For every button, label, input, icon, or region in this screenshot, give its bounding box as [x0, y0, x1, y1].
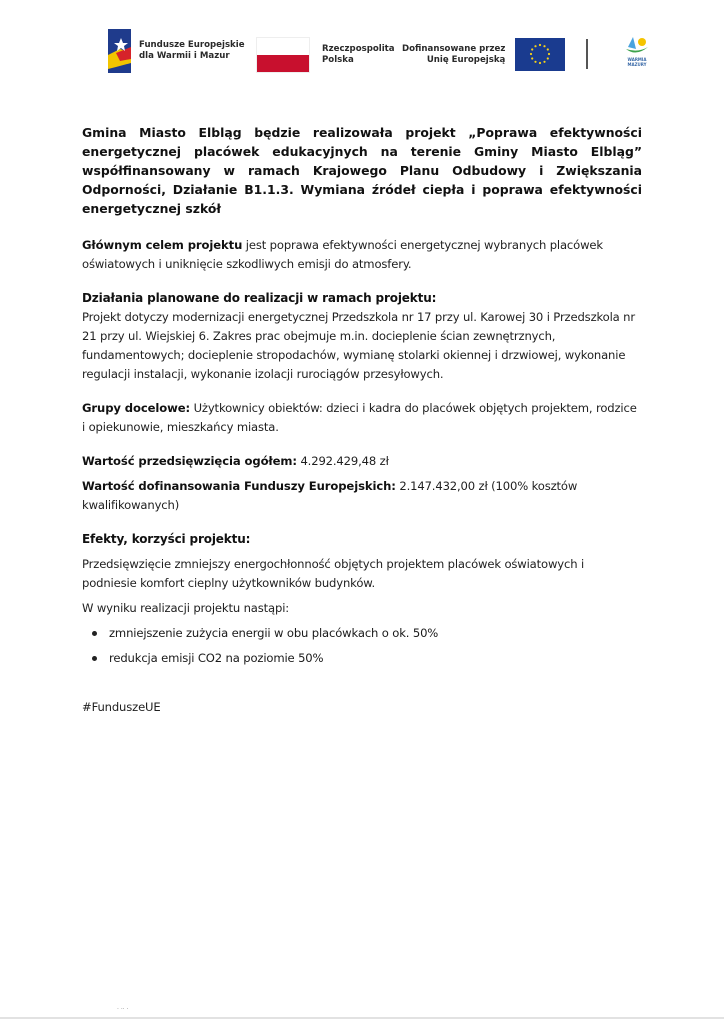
effects-list — [82, 624, 642, 668]
goal-text: jest poprawa efektywności energetycznej wybranych placówek oświatowych i uniknięcie szkodliwych emisji do atmosfery. — [82, 238, 603, 271]
warmia-line2: MAZURY — [627, 62, 647, 67]
fundusze-line1: Fundusze Europejskie — [139, 40, 245, 50]
logo-bar — [0, 27, 724, 82]
bullet-icon — [92, 656, 97, 661]
bullet-icon — [92, 631, 97, 636]
poland-line2: Polska — [322, 55, 354, 65]
total-value-paragraph — [82, 452, 642, 471]
goal-label: Głównym celem projektu — [82, 238, 243, 252]
actions-section — [82, 289, 642, 384]
list-item: zmniejszenie zużycia energii w obu placówkach o ok. 50% — [82, 624, 642, 643]
actions-text: Projekt dotyczy modernizacji energetycznej Przedszkola nr 17 przy ul. Karowej 30 i Przedszkola nr 21 przy ul. Wiejskiej 6. Zakres prac obejmuje m.in. docieplenie ścian zewnętrznych, fundamentowych; docieplenie stropodachów, wymianę stolarki okiennej i drzwiowej, wykonanie regulacji instalacji, wykonanie izolacji rurociągów przesyłowych. — [82, 310, 635, 381]
effects-heading: Efekty, korzyści projektu: — [82, 532, 251, 546]
target-groups-text: Użytkownicy obiektów: dzieci i kadra do placówek objętych projektem, rodzice i opiekunowie, mieszkańcy miasta. — [82, 401, 637, 434]
eu-line2: Unię Europejską — [426, 54, 506, 65]
total-value-label: Wartość przedsięwzięcia ogółem: — [82, 454, 297, 468]
target-groups-label: Grupy docelowe: — [82, 401, 191, 415]
poland-line1: Rzeczpospolita — [322, 44, 395, 54]
scan-artifact: · ·· · — [117, 1006, 129, 1013]
goal-paragraph — [82, 236, 642, 274]
rzeczpospolita-polska-logo — [256, 37, 395, 73]
poland-flag-icon — [256, 37, 310, 73]
fundusze-line2: dla Warmii i Mazur — [139, 51, 230, 61]
eu-cofinanced-logo — [402, 38, 565, 71]
effects-section — [82, 530, 642, 668]
effects-intro: W wyniku realizacji projektu nastąpi: — [82, 601, 290, 615]
warmia-mazury-logo — [617, 35, 657, 67]
warmia-mazury-mark-icon — [624, 35, 650, 57]
page-bottom-edge — [0, 1017, 724, 1019]
fundusze-europejskie-mark-icon — [108, 29, 131, 73]
document-title: Gmina Miasto Elbląg będzie realizowała projekt „Poprawa efektywności energetycznej placówek edukacyjnych na terenie Gminy Miasto Elbląg” współfinansowany w ramach Krajowego Planu Odbudowy i Zwiększania Odporności, Działanie B1.1.3. Wymiana źródeł ciepła i poprawa efektywności energetycznej szkół — [82, 125, 642, 216]
effects-text: Przedsięwzięcie zmniejszy energochłonność objętych projektem placówek oświatowych i podniesie komfort cieplny użytkowników budynków. — [82, 557, 585, 590]
eu-line1: Dofinansowane przez — [402, 43, 506, 54]
fundusze-europejskie-logo — [108, 29, 245, 73]
eu-funding-label: Wartość dofinansowania Funduszy Europejskich: — [82, 479, 396, 493]
list-item: redukcja emisji CO2 na poziomie 50% — [82, 649, 642, 668]
target-groups-paragraph — [82, 399, 642, 437]
hashtag: #FunduszeUE — [82, 700, 161, 714]
actions-heading: Działania planowane do realizacji w ramach projektu: — [82, 291, 437, 305]
eu-funding-paragraph — [82, 477, 642, 515]
warmia-line1: WARMIA — [627, 57, 647, 62]
eu-flag-icon — [515, 38, 565, 71]
eu-funding-amount: 2.147.432,00 zł (100% kosztów kwalifikowanych) — [82, 479, 578, 512]
document-body — [82, 123, 642, 717]
logo-divider — [586, 39, 588, 69]
total-value-amount: 4.292.429,48 zł — [296, 454, 389, 468]
